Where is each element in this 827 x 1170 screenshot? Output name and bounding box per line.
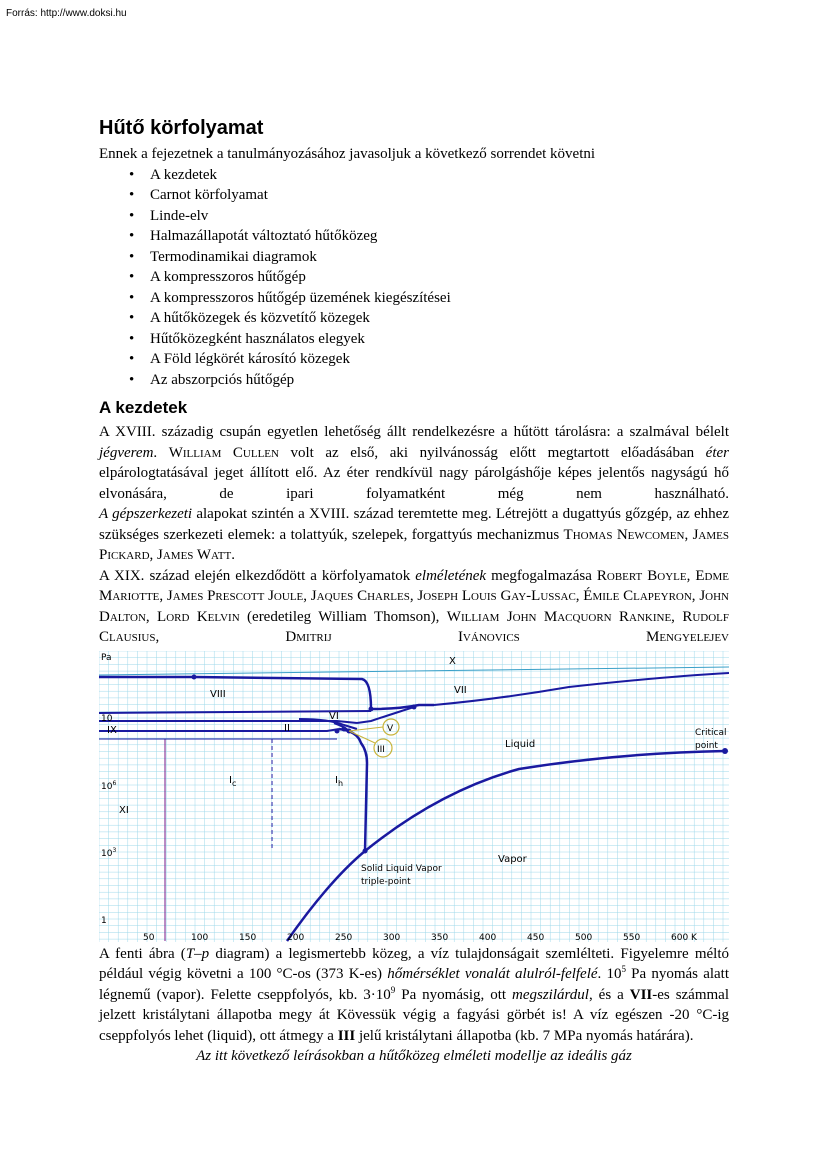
- section-title: A kezdetek: [99, 398, 188, 417]
- boundary-ih-liquid: [339, 729, 367, 851]
- toc-item: • Linde-elv: [129, 206, 729, 227]
- region-label-vapor: Vapor: [498, 853, 527, 865]
- phase-label-iii: III: [377, 744, 385, 755]
- phase-label-v: V: [387, 723, 394, 734]
- toc-item: • A kompresszoros hűtőgép: [129, 267, 729, 288]
- toc-item: • Hűtőközegként használatos elegyek: [129, 329, 729, 350]
- triple-point-label: triple-point: [361, 876, 411, 887]
- x-tick-label: 200: [287, 932, 305, 942]
- boundary-ii: [99, 729, 339, 731]
- critical-point-label: point: [695, 740, 718, 751]
- caption: Az itt következő leírásokban a hűtőközeg elméleti modellje az ideális gáz: [196, 1048, 632, 1064]
- x-tick-label: 500: [575, 932, 593, 942]
- y-tick-label: $10^3$: [101, 846, 117, 859]
- toc-item: • Carnot körfolyamat: [129, 185, 729, 206]
- phase-label-ic: $I_c$: [229, 774, 237, 788]
- y-tick-label: 1: [101, 915, 107, 926]
- boundary-viii-vii: [99, 677, 371, 709]
- boundary-vi-vii: [371, 705, 434, 709]
- point-marker: [335, 728, 340, 733]
- toc-item: • Az abszorpciós hűtőgép: [129, 370, 729, 391]
- toc-item: • A kezdetek: [129, 165, 729, 186]
- phase-label-ii: II: [284, 722, 290, 734]
- phase-label-xi: XI: [119, 804, 129, 816]
- triple-point-marker: [363, 848, 368, 853]
- phase-label-x: X: [449, 655, 456, 667]
- x-tick-label: 450: [527, 932, 545, 942]
- critical-point-marker: [722, 748, 728, 754]
- page-title: Hűtő körfolyamat: [99, 117, 264, 139]
- water-phase-diagram: [99, 651, 729, 942]
- point-marker: [412, 704, 417, 709]
- toc-item: • A Föld légkörét károsító közegek: [129, 349, 729, 370]
- point-marker: [369, 706, 374, 711]
- x-tick-label: 300: [383, 932, 401, 942]
- x-tick-label: 550: [623, 932, 641, 942]
- region-label-liquid: Liquid: [505, 738, 536, 750]
- y-tick-label: $10^6$: [101, 779, 117, 792]
- phase-label-ix: IX: [107, 724, 117, 736]
- triple-point-label: Solid Liquid Vapor: [361, 863, 442, 874]
- paragraph-2: A gépszerkezeti alapokat szintén a XVIII. század teremtette meg. Létrejött a dugattyús gőzgép, az ehhez szükséges szerkezeti elemek: a tolattyúk, szelepek, forgattyús mechanizmus Thomas Newcomen, James Pickard, James Watt.: [99, 506, 729, 563]
- point-marker: [192, 674, 197, 679]
- toc-item: • A kompresszoros hűtőgép üzemének kiegészítései: [129, 288, 729, 309]
- paragraph-3: A XIX. század elején elkezdődött a körfolyamatok elméletének megfogalmazása Robert Boyle, Edme Mariotte, James Prescott Joule, Jaques Charles, Joseph Louis Gay-Lussac, Émile Clapeyron, John Dalton, Lord Kelvin (eredetileg William Thomson), William John Macquorn Rankine, Rudolf Clausius, Dmitrij Ivánovics Mengyelejev: [99, 567, 730, 645]
- paragraph-1: A XVIII. századig csupán egyetlen lehetőség állt rendelkezésre a hűtött tárolásra: a szalmával bélelt jégverem. William Cullen volt az első, aki nyilvánosság előtt megtartott előadásában éter elpárologtatásával jeget állított elő. Az éter rendkívül nagy párolgáshője képes jelentős nagyságú hő elvonására, de ipari folyamatként még nem használható.: [99, 424, 729, 502]
- paragraph-4: A fenti ábra (T–p diagram) a legismertebb közeg, a víz tulajdonságait szemlélteti. Figyelemre méltó például végig követni a 100 °C-os (373 K-es) hőmérséklet vonalát alulról-felfelé. $10^5$ Pa nyomás alatt légnemű (vapor). Felette cseppfolyós, kb. $3\cdot 10^9$ Pa nyomásig, ott megszilárdul, és a VII-es számmal jelzett kristálytani állapotba megy át Kövessük végig a fagyási görbét is! A víz egészen -20 °C-ig cseppfolyós lehet (liquid), ott átmegy a III jelű kristálytani állapotba (kb. 7 MPa nyomás határára).: [99, 945, 730, 1044]
- boundary-ix: [99, 721, 357, 723]
- diagram-grid: [99, 651, 729, 942]
- toc-item: • Halmazállapotát változtató hűtőközeg: [129, 226, 729, 247]
- phase-label-vi: VI: [329, 710, 339, 722]
- phase-label-viii: VIII: [210, 688, 226, 700]
- x-tick-label: 600 K: [671, 932, 697, 942]
- y-axis-unit: Pa: [101, 652, 112, 663]
- source-note: Forrás: http://www.doksi.hu: [6, 8, 127, 19]
- critical-point-label: Critical: [695, 727, 727, 738]
- phase-label-ih: $I_h$: [335, 774, 344, 788]
- x-tick-label: 150: [239, 932, 257, 942]
- intro-text: Ennek a fejezetnek a tanulmányozásához javasoljuk a következő sorrendet követni: [99, 146, 596, 162]
- x-tick-label: 100: [191, 932, 209, 942]
- phase-lines: [99, 667, 729, 941]
- x-axis-ticks: [143, 933, 698, 942]
- phase-label-vii: VII: [454, 684, 467, 696]
- x-tick-label: 400: [479, 932, 497, 942]
- toc-item: • Termodinamikai diagramok: [129, 247, 729, 268]
- y-tick-label: 10: [101, 713, 113, 724]
- point-marker: [342, 726, 347, 731]
- toc-item: • A hűtőközegek és közvetítő közegek: [129, 308, 729, 329]
- phase-diagram-svg: [99, 651, 729, 942]
- toc-list: [129, 165, 729, 391]
- x-tick-label: 250: [335, 932, 353, 942]
- x-tick-label: 350: [431, 932, 449, 942]
- document-body: [99, 114, 729, 1066]
- x-tick-label: 50: [143, 932, 155, 942]
